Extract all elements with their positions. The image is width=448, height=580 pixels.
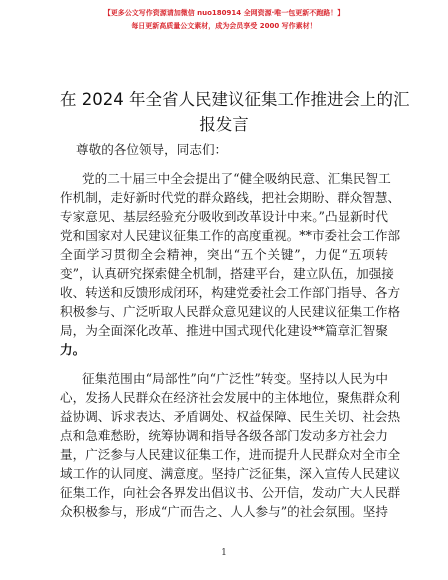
promo-banner-line-2: 每日更新高质量公文素材，成为会员享受 2000 写作素材！ (131, 22, 317, 30)
body-line: 量，广泛参与人民建议征集工作，进而提升人民群众对全市全 (60, 447, 401, 462)
body-line: 点和急难愁盼，统筹协调和指导各级各部门发动多方社会力 (60, 428, 388, 443)
body-line: 全面学习贯彻全会精神，突出“五个关键”，力促“五项转 (60, 247, 388, 262)
body-line: 心，发扬人民群众在经济社会发展中的主体地位，聚焦群众利 (60, 390, 401, 405)
body-line: 域工作的认同度、满意度。坚持广泛征集，深入宣传人民建议 (60, 466, 401, 481)
body-line: 专家意见、基层经验充分吸收到改革设计中来。”凸显新时代 (60, 209, 388, 224)
body-line: 收、转送和反馈形成闭环，构建党委社会工作部门指导、各方 (60, 285, 401, 300)
document-title (60, 87, 410, 137)
body-line: 益协调、诉求表达、矛盾调处、权益保障、民生关切、社会热 (60, 409, 401, 424)
body-line: 征集范围由“局部性”向“广泛性”转变。坚持以人民为中 (82, 371, 388, 386)
body-line: 作机制，走好新时代党的群众路线，把社会期盼、群众智慧、 (60, 190, 401, 205)
body-line: 党和国家对人民建议征集工作的高度重视。**市委社会工作部 (60, 228, 401, 243)
document-title-line-1: 在 2024 年全省人民建议征集工作推进会上的汇 (60, 90, 410, 109)
page-number: 1 (221, 548, 227, 558)
body-line: 党的二十届三中全会提出了“健全吸纳民意、汇集民智工 (82, 171, 391, 186)
body-line: 变”，认真研究探索健全机制，搭建平台，建立队伍，加强接 (60, 266, 394, 281)
promo-banner-line-1: 【更多公文写作资源请加微信 nuo180914 全网资源·唯一包更新不跑路！】 (103, 9, 345, 17)
salutation: 尊敬的各位领导，同志们： (76, 142, 228, 157)
body-line: 力。 (60, 342, 86, 357)
body-line: 征集工作，向社会各界发出倡议书、公开信，发动广大人民群 (60, 485, 401, 500)
body-line: 局，为全面深化改革、推进中国式现代化建设**篇章汇智聚 (60, 323, 388, 338)
document-title-line-2: 报发言 (199, 115, 249, 134)
body-line: 众积极参与，形成“广而告之、人人参与”的社会氛围。坚持 (60, 504, 388, 519)
body-line: 积极参与、广泛听取人民群众意见建议的人民建议征集工作格 (60, 304, 401, 319)
